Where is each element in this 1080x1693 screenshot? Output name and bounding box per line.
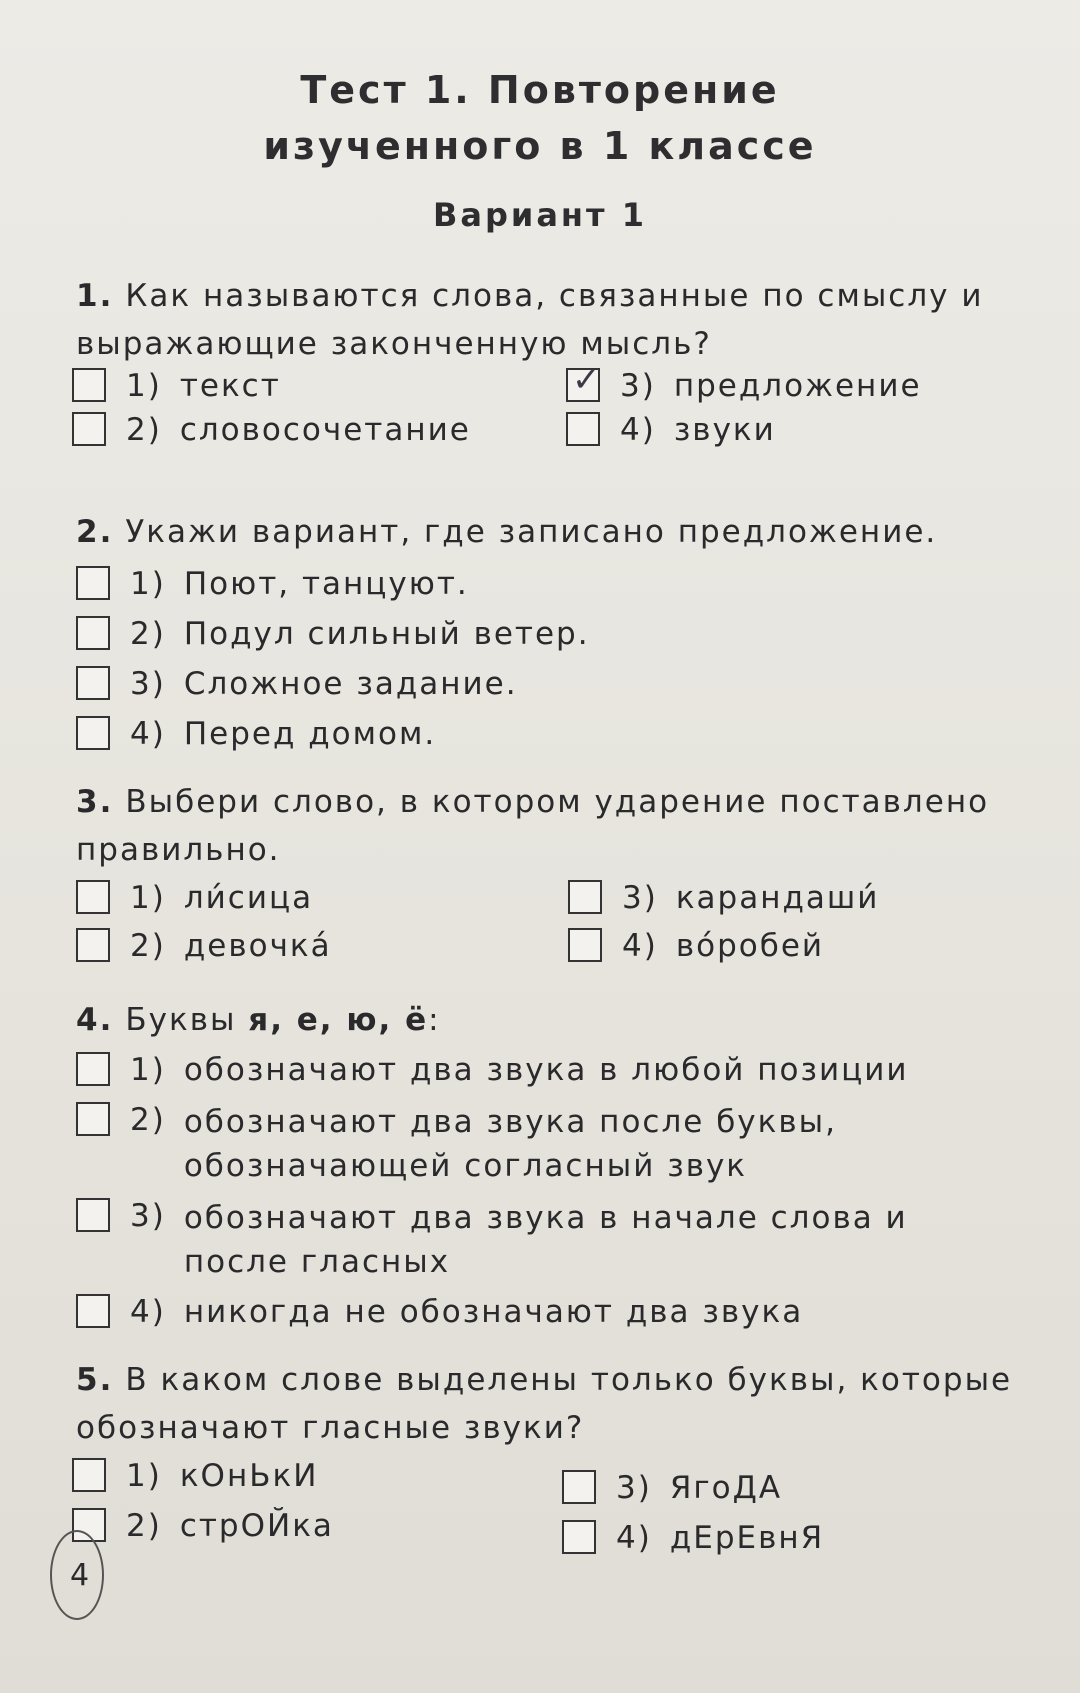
option-text: текст: [179, 368, 281, 404]
q5-option-3[interactable]: [562, 1468, 782, 1508]
question-text: Укажи вариант, где записано предложение.: [125, 514, 938, 550]
option-text: дЕрЕвнЯ: [669, 1520, 825, 1556]
q1-option-1[interactable]: [72, 366, 281, 406]
option-text: звуки: [673, 412, 776, 448]
option-number: 1): [126, 1458, 162, 1494]
q3-option-3[interactable]: [568, 878, 879, 918]
question-text: Буквы: [125, 1002, 249, 1038]
option-number: 2): [126, 412, 162, 448]
option-text: Сложное задание.: [183, 666, 518, 702]
variant-label: Вариант 1: [433, 196, 647, 234]
option-text: обозначают два звука после буквы, обозначающей согласный звук: [183, 1104, 837, 1184]
q2-option-2[interactable]: [76, 614, 590, 654]
option-number: 3): [622, 880, 658, 916]
q4-option-3[interactable]: [76, 1196, 1036, 1284]
q2-option-4[interactable]: [76, 714, 436, 754]
option-text: словосочетание: [179, 412, 471, 448]
q3-option-2[interactable]: [76, 926, 332, 966]
option-text: во́робей: [675, 928, 825, 964]
question-text: В каком слове выделены только буквы, которые обозначают гласные звуки?: [76, 1362, 1013, 1446]
checkbox[interactable]: [76, 1102, 110, 1136]
question-text: Выбери слово, в котором ударение поставлено правильно.: [76, 784, 990, 868]
checkbox[interactable]: [72, 1458, 106, 1492]
q2-option-3[interactable]: [76, 664, 518, 704]
question-number: 5.: [76, 1362, 114, 1398]
option-text: ЯгоДА: [669, 1470, 783, 1506]
option-number: 4): [620, 412, 656, 448]
question-number: 4.: [76, 1002, 114, 1038]
option-number: 4): [130, 716, 166, 752]
option-number: 2): [126, 1508, 162, 1544]
option-text: обозначают два звука в начале слова и после гласных: [183, 1200, 908, 1280]
question-number: 3.: [76, 784, 114, 820]
checkbox[interactable]: [76, 1198, 110, 1232]
option-text: девочка́: [183, 928, 332, 964]
test-subtitle: изученного в 1 классе: [263, 124, 817, 168]
question-4: [76, 996, 1046, 1044]
checkbox[interactable]: [566, 412, 600, 446]
option-text: предложение: [673, 368, 922, 404]
option-text: кОнЬкИ: [179, 1458, 319, 1494]
q3-option-1[interactable]: [76, 878, 313, 918]
checkbox[interactable]: [72, 368, 106, 402]
option-number: 1): [130, 566, 166, 602]
option-number: 4): [622, 928, 658, 964]
highlighted-letters: я, е, ю, ё: [248, 1002, 429, 1038]
option-text: ли́сица: [183, 880, 314, 916]
q1-option-2[interactable]: [72, 410, 471, 450]
option-number: 4): [130, 1294, 166, 1330]
checkbox[interactable]: [76, 666, 110, 700]
option-text: обозначают два звука в любой позиции: [183, 1052, 909, 1088]
option-number: 1): [126, 368, 162, 404]
q5-option-2[interactable]: [72, 1506, 334, 1546]
option-text: стрОЙка: [179, 1508, 334, 1544]
checkbox[interactable]: [76, 928, 110, 962]
question-number: 1.: [76, 278, 114, 314]
option-number: 2): [130, 1102, 166, 1138]
option-number: 3): [620, 368, 656, 404]
question-text: Как называются слова, связанные по смыслу и выражающие законченную мысль?: [76, 278, 984, 362]
option-number: 3): [130, 1198, 166, 1234]
checkbox[interactable]: [568, 928, 602, 962]
q4-option-1[interactable]: [76, 1050, 1036, 1090]
q1-option-4[interactable]: [566, 410, 776, 450]
q2-option-1[interactable]: [76, 564, 469, 604]
page-number: [50, 1530, 104, 1620]
checkmark-icon: ✓: [572, 360, 603, 400]
question-3: [76, 778, 1046, 874]
q4-option-4[interactable]: [76, 1292, 1036, 1332]
question-2: [76, 508, 1046, 556]
q4-option-2[interactable]: [76, 1100, 1036, 1188]
question-text-suffix: :: [428, 1002, 441, 1038]
checkbox[interactable]: [76, 616, 110, 650]
checkbox[interactable]: [76, 1294, 110, 1328]
option-text: карандаши́: [675, 880, 880, 916]
option-text: никогда не обозначают два звука: [183, 1294, 804, 1330]
q3-option-4[interactable]: [568, 926, 824, 966]
option-number: 2): [130, 928, 166, 964]
page-number-text: 4: [70, 1558, 90, 1593]
checkbox[interactable]: [562, 1470, 596, 1504]
option-text: Поют, танцуют.: [183, 566, 469, 602]
q5-option-1[interactable]: [72, 1456, 318, 1496]
option-number: 1): [130, 1052, 166, 1088]
option-text: Перед домом.: [183, 716, 437, 752]
checkbox[interactable]: [562, 1520, 596, 1554]
q1-option-3[interactable]: [566, 360, 922, 406]
checkbox[interactable]: [76, 1052, 110, 1086]
option-text: Подул сильный ветер.: [183, 616, 590, 652]
question-5: [76, 1356, 1046, 1452]
question-number: 2.: [76, 514, 114, 550]
checkbox[interactable]: [76, 880, 110, 914]
option-number: 1): [130, 880, 166, 916]
checkbox[interactable]: [568, 880, 602, 914]
q5-option-4[interactable]: [562, 1518, 824, 1558]
option-number: 3): [130, 666, 166, 702]
option-number: 4): [616, 1520, 652, 1556]
checkbox[interactable]: [76, 566, 110, 600]
checkbox[interactable]: [72, 412, 106, 446]
test-title: Тест 1. Повторение: [300, 68, 780, 112]
option-number: 3): [616, 1470, 652, 1506]
checkbox[interactable]: [76, 716, 110, 750]
option-number: 2): [130, 616, 166, 652]
question-1: [76, 272, 1046, 368]
checkbox-checked[interactable]: [566, 360, 603, 402]
